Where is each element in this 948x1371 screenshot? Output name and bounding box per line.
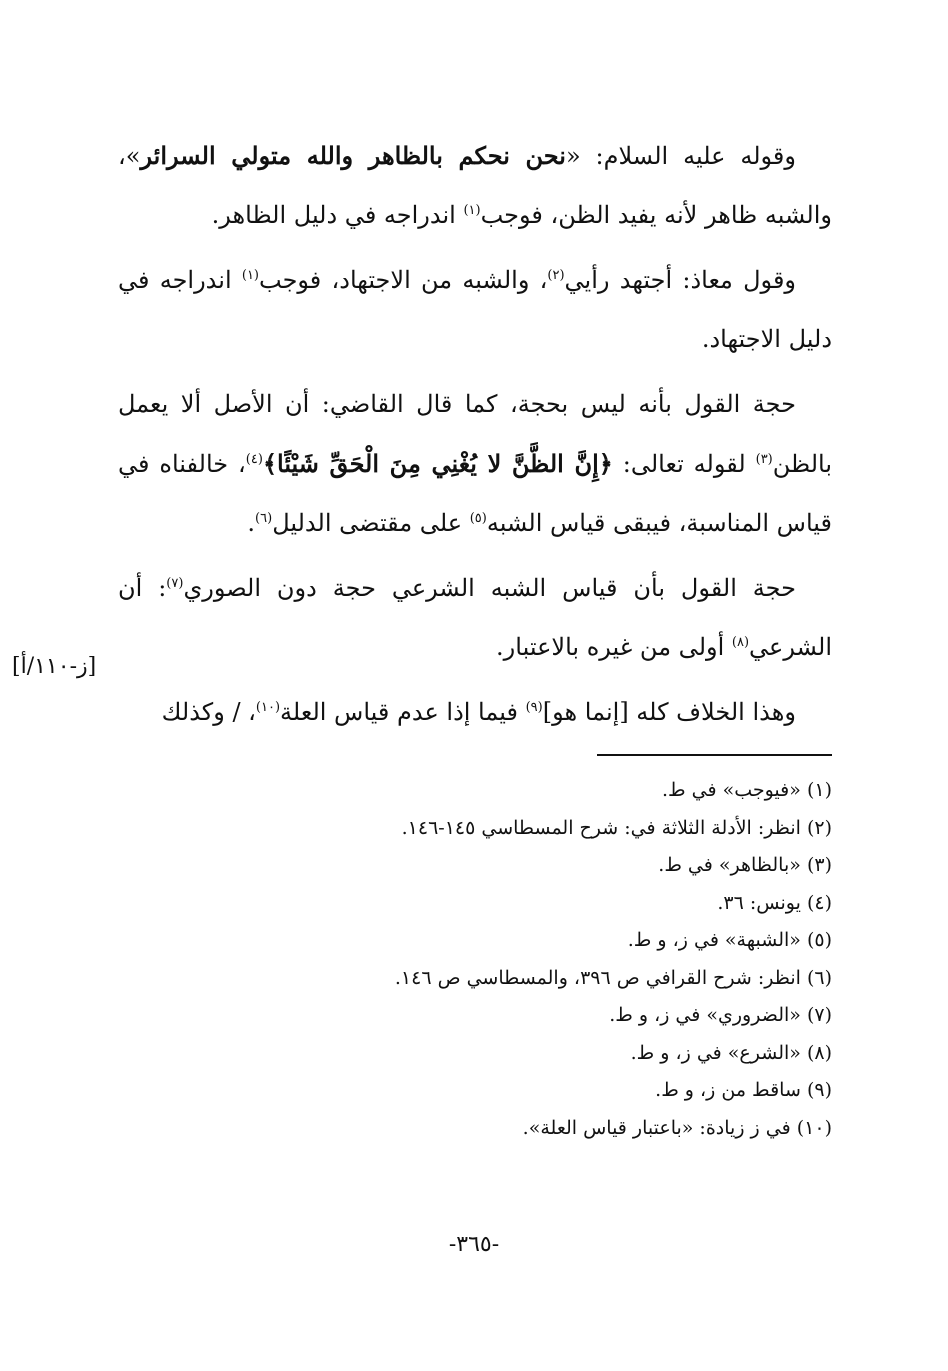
text-run: أولى من غيره بالاعتبار. [496,633,732,661]
text-run: ، خالفناه في قياس المناسبة، فيبقى قياس الشبه [118,450,832,537]
text-run: »، والشبه ظاهر لأنه يفيد الظن، فوجب [118,142,832,229]
text-run: حجة القول بأنه ليس بحجة، كما قال القاضي: أن الأصل ألا يعمل بالظن [118,390,833,478]
footnote [112,885,832,923]
text-run: وهذا الخلاف كله [إنما هو] [542,698,796,726]
main-text [118,126,832,748]
manuscript-folio-reference: [ز-١١٠/أ] [12,654,97,679]
footnote-number: (٥) [806,929,832,951]
paragraph [118,375,832,553]
footnote-text: «فيوجب» في ط. [661,779,801,801]
footnote-marker: (٢) [547,268,565,283]
footnote-text: «بالظاهر» في ط. [658,854,801,876]
footnote-text: يونس: ٣٦. [717,891,801,914]
footnote-text: انظر: شرح القرافي ص ٣٩٦، والمسطاسي ص ١٤٦. [394,966,801,989]
footnote [112,810,832,848]
footnote-marker: (١) [463,203,481,218]
footnote [112,960,832,998]
text-run: على مقتضى الدليل [272,509,470,537]
footnote-number: (٣) [806,854,832,876]
footnote-text: «الشبهة» في ز، و ط. [627,929,801,951]
text-run: . [247,509,256,537]
footnote-text: «الضروري» في ز، و ط. [609,1004,801,1026]
footnote-number: (٨) [806,1041,832,1064]
footnote [112,922,832,960]
text-run: ، والشبه من الاجتهاد، فوجب [259,266,548,294]
footnote-marker: (١٠) [255,700,281,715]
footnote-marker: (٥) [469,511,487,526]
footnote-number: (٢) [806,816,832,839]
footnote-number: (٧) [806,1004,832,1026]
paragraph [118,683,832,742]
paragraph [118,126,832,245]
text-run: حجة القول بأن قياس الشبه الشرعي حجة دون الصوري [183,574,796,602]
footnote [112,1035,832,1073]
text-run: وقول معاذ: أجتهد رأيي [564,266,797,294]
footnote-marker: (١) [241,268,259,283]
footnote-marker: (٨) [731,635,750,650]
text-run: : أن الشرعي [118,574,832,661]
footnote-marker: (٩) [525,700,543,715]
footnote-text: انظر: الأدلة الثلاثة في: شرح المسطاسي ١٤٥-١٤٦. [401,816,801,839]
footnote-number: (١) [806,779,832,801]
footnote [112,847,832,885]
footnote-number: (١٠) [796,1116,832,1139]
footnote-marker: (٤) [245,452,263,467]
text-run: اندراجه في دليل الظاهر. [211,201,464,229]
text-run: ، / وكذلك [161,698,256,726]
footnotes [112,772,832,1147]
footnote-number: (٦) [806,966,832,989]
emphasis-text: ﴿إِنَّ الظَّنَّ لا يُغْنِي مِنَ الْحَقِّ شَيْئًا﴾ [262,449,613,478]
footnote-separator [597,754,832,756]
footnote-number: (٤) [806,891,832,914]
footnote-text: ساقط من ز، و ط. [655,1079,801,1101]
text-run: اندراجه في دليل الاجتهاد. [118,266,832,353]
footnote-text: «الشرع» في ز، و ط. [630,1041,801,1064]
paragraph [118,559,832,677]
text-run: لقوله تعالى: [612,450,756,478]
footnote-number: (٩) [806,1079,832,1101]
text-run: فيما إذا عدم قياس العلة [280,698,526,726]
footnote-marker: (٦) [255,511,273,526]
footnote-marker: (٣) [755,452,773,467]
footnote-text: في ز زيادة: «باعتبار قياس العلة». [522,1116,791,1139]
page-number: -٣٦٥- [448,1232,500,1257]
footnote [112,1110,832,1148]
footnote [112,997,832,1035]
paragraph [118,251,832,369]
emphasis-text: نحن نحكم بالظاهر والله متولي السرائر [140,141,566,170]
footnote [112,1072,832,1110]
text-run: وقوله عليه السلام: « [565,142,796,170]
footnote-marker: (٧) [166,576,184,591]
footnote [112,772,832,810]
